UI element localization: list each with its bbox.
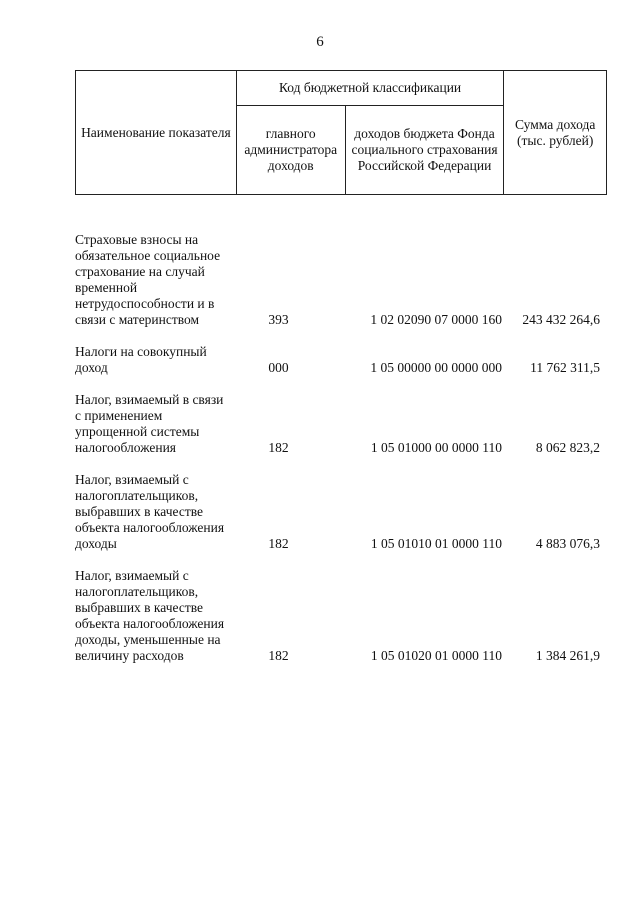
- row-sum: 4 883 076,3: [535, 536, 600, 551]
- header-name-column: Наименование показателя: [76, 71, 237, 195]
- row-name: Налоги на совокупный доход: [75, 344, 207, 375]
- row-name: Налог, взимаемый с налогоплательщиков, выбравших в качестве объекта налогообложения доходы: [75, 472, 225, 551]
- row-admin-code: 182: [268, 648, 289, 663]
- row-name: Налог, взимаемый в связи с применением упрощенной системы налогообложения: [75, 392, 224, 455]
- row-income-code: 1 05 00000 00 0000 000: [370, 360, 502, 375]
- row-admin-code: 182: [268, 536, 289, 551]
- table-row: [75, 472, 607, 552]
- row-sum: 8 062 823,2: [535, 440, 600, 455]
- row-sum: 1 384 261,9: [535, 648, 600, 663]
- row-name: Налог, взимаемый с налогоплательщиков, выбравших в качестве объекта налогообложения доходы, уменьшенные на величину расходов: [75, 568, 225, 663]
- table-row: [75, 568, 607, 664]
- row-admin-code: 182: [268, 440, 289, 455]
- row-income-code: 1 05 01000 00 0000 110: [370, 440, 502, 455]
- row-name: Страховые взносы на обязательное социальное страхование на случай временной нетрудоспособности и в связи с материнством: [75, 232, 221, 327]
- row-admin-code: 393: [268, 312, 289, 327]
- header-admin-column: главного администратора доходов: [236, 106, 345, 195]
- row-income-code: 1 05 01020 01 0000 110: [370, 648, 502, 663]
- row-sum: 11 762 311,5: [530, 360, 600, 375]
- page-number: 6: [316, 34, 324, 50]
- header-classification-group: Код бюджетной классификации: [236, 71, 504, 106]
- row-sum: 243 432 264,6: [522, 312, 600, 327]
- table-row: [75, 392, 607, 456]
- table-row: [75, 344, 607, 376]
- row-income-code: 1 05 01010 01 0000 110: [370, 536, 502, 551]
- table-row: [75, 232, 607, 328]
- row-income-code: 1 02 02090 07 0000 160: [370, 312, 502, 327]
- table-header: [75, 70, 607, 195]
- row-admin-code: 000: [268, 360, 289, 375]
- header-sum-column: Сумма дохода (тыс. рублей): [504, 71, 607, 195]
- table-body: [75, 232, 607, 680]
- header-income-code-column: доходов бюджета Фонда социального страхования Российской Федерации: [345, 106, 504, 195]
